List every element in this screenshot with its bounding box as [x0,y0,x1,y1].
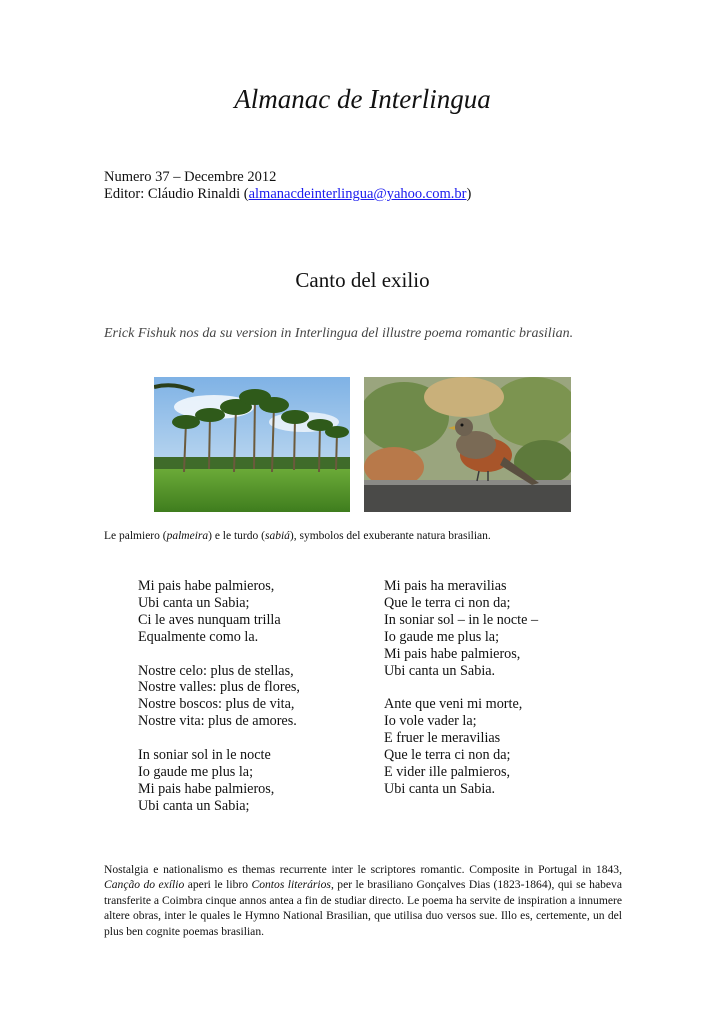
poem-line: Nostre boscos: plus de vita, [138,696,295,713]
poem-stanza [138,747,300,815]
caption-term: palmeira [166,530,209,542]
note-text: Nostalgia e nationalismo es themas recurrente inter le scriptores romantic. Composite in Portugal in 1843, [104,863,622,876]
poem-line: Io gaude me plus la; [138,763,254,780]
editor-suffix: ) [466,186,472,202]
caption-text: Le palmiero ( [104,530,167,542]
palm-trees-photo [154,377,350,512]
poem-column-left [138,578,300,832]
editor-line [104,186,471,203]
poem-line: Ante que veni mi morte, [384,696,523,713]
poem-line: Ubi canta un Sabia; [138,797,250,814]
poem-stanza [384,578,538,679]
poem-stanza [138,578,300,646]
poem-line: Io vole vader la; [384,713,477,730]
poem-line: Nostre celo: plus de stellas, [138,662,294,679]
thrush-bird-photo [364,377,571,512]
poem-stanza [138,663,300,731]
poem-line: Io gaude me plus la; [384,628,500,645]
note-title: Contos literários [251,878,331,892]
note-text: aperi le libro [184,878,252,892]
caption-text: ) e le turdo ( [208,530,265,542]
poem-line: E fruer le meravilias [384,730,501,747]
poem-column-right [384,578,538,815]
poem-line: Nostre valles: plus de flores, [138,679,300,696]
poem-line: Equalmente como la. [138,628,259,645]
caption-term: sabiá [264,530,290,542]
poem-line: Mi pais habe palmieros, [138,578,275,594]
poem-line: In soniar sol – in le nocte – [384,611,539,628]
poem-line: Nostre vita: plus de amores. [138,713,297,730]
poem-line: Mi pais habe palmieros, [384,645,521,662]
poem-line: Ubi canta un Sabia; [138,594,250,611]
article-title: Canto del exilio [295,268,430,292]
poem-line: In soniar sol in le nocte [138,747,271,764]
poem-line: Mi pais habe palmieros, [138,780,275,797]
note-text: , per le brasiliano Gonçalves Dias (1823-1864), qui se habeva transferite a Coimbra cinque annos antea a fin de studiar directo. Le poema ha servite de inspiration a innumere altere obras, inter le quales le Hymno National Brasilian, que utilisa duo versos sue. Illo es, certemente, un del plus ben cognite poemas brasilian. [104,878,622,938]
poem-line: Mi pais ha meravilias [384,578,507,594]
editor-email-link[interactable]: almanacdeinterlingua@yahoo.com.br [248,186,467,202]
note-title: Canção do exílio [104,878,185,892]
poem-line: Que le terra ci non da; [384,747,511,764]
poem-line: Ubi canta un Sabia. [384,662,496,679]
poem-line: Que le terra ci non da; [384,594,511,611]
article-lead: Erick Fishuk nos da su version in Interlingua del illustre poema romantic brasilian. [104,326,574,341]
photo-caption [104,530,491,542]
poem-line: Ubi canta un Sabia. [384,780,496,797]
poem-line: Ci le aves nunquam trilla [138,611,281,628]
issue-info [104,169,471,203]
editor-prefix: Editor: Cláudio Rinaldi ( [104,186,249,202]
article-note [104,862,622,939]
caption-text: ), symbolos del exuberante natura brasilian. [289,530,491,542]
poem-stanza [384,696,538,797]
issue-number: Numero 37 – Decembre 2012 [104,169,277,185]
magazine-title: Almanac de Interlingua [234,84,491,114]
poem-line: E vider ille palmieros, [384,763,511,780]
